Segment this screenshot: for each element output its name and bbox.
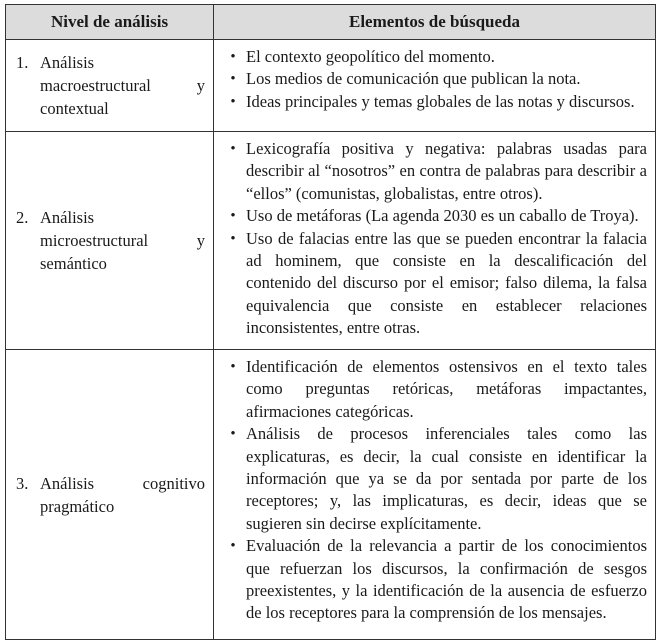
- list-item: [220, 138, 647, 205]
- bullet-icon: •: [230, 208, 236, 225]
- list-item: [220, 228, 647, 340]
- list-item-text: Evaluación de la relevancia a partir de los conocimientos que refuerzan los discursos, la confirmación de sesgos preexistentes, y la identificación de la ausencia de esfuerzo de los receptores para la comprensión de los mensajes.: [246, 536, 647, 623]
- list-item: [220, 423, 647, 535]
- elements-cell: [214, 350, 656, 640]
- bullet-icon: •: [230, 93, 236, 110]
- header-level: Nivel de análisis: [6, 5, 214, 40]
- list-item-text: Identificación de elementos ostensivos en el texto tales como preguntas retóricas, metáforas impactantes, afirmaciones categóricas.: [246, 357, 647, 421]
- list-item-text: Uso de metáforas (La agenda 2030 es un caballo de Troya).: [246, 206, 639, 226]
- bullet-list: [220, 46, 647, 113]
- bullet-list: [220, 356, 647, 625]
- level-cell: [6, 350, 214, 640]
- header-elements: Elementos de búsqueda: [214, 5, 656, 40]
- level-name: Análisis macroestructural y contextual: [40, 53, 205, 118]
- level-number: 1.: [16, 53, 29, 72]
- bullet-icon: •: [230, 538, 236, 555]
- list-item-text: Los medios de comunicación que publican la nota.: [246, 69, 581, 89]
- level-cell: [6, 40, 214, 132]
- list-item: [220, 205, 647, 227]
- level-cell: [6, 132, 214, 350]
- list-item: [220, 91, 647, 113]
- analysis-table-container: [5, 4, 655, 640]
- level-name: Análisis microestructural y semántico: [40, 208, 205, 273]
- level-name: Análisis cognitivo pragmático: [40, 473, 205, 516]
- list-item: [220, 46, 647, 68]
- bullet-list: [220, 138, 647, 340]
- list-item-text: Ideas principales y temas globales de las notas y discursos.: [246, 91, 635, 111]
- list-item: [220, 356, 647, 423]
- table-row: [6, 40, 656, 132]
- elements-cell: [214, 40, 656, 132]
- list-item-text: Uso de falacias entre las que se pueden encontrar la falacia ad hominem, que consiste en la descalificación del contenido del discurso por el emisor; falso dilema, la falsa equivalencia que consiste en establecer relaciones inconsistentes, entre otras.: [246, 228, 647, 338]
- level-number: 2.: [16, 208, 29, 227]
- list-item-text: El contexto geopolítico del momento.: [246, 47, 495, 66]
- bullet-icon: •: [230, 359, 236, 375]
- bullet-icon: •: [230, 426, 236, 443]
- bullet-icon: •: [230, 230, 236, 247]
- list-item: [220, 535, 647, 625]
- elements-cell: [214, 132, 656, 350]
- list-item: [220, 68, 647, 90]
- table-row: [6, 350, 656, 640]
- table-header-row: [6, 5, 656, 40]
- bullet-icon: •: [230, 71, 236, 88]
- level-number: 3.: [16, 473, 29, 493]
- bullet-icon: •: [230, 49, 236, 65]
- analysis-table: [5, 4, 656, 640]
- bullet-icon: •: [230, 141, 236, 157]
- list-item-text: Análisis de procesos inferenciales tales como las explicaturas, es decir, la cual consiste en identificar la información que ya se da por sentada por parte de los receptores; y, las implicaturas, es decir, ideas que se sugieren sin decirse explícitamente.: [246, 424, 647, 533]
- list-item-text: Lexicografía positiva y negativa: palabras usadas para describir al “nosotros” en contra de palabras para describir a “ellos” (comunistas, globalistas, entre otros).: [246, 139, 647, 203]
- table-row: [6, 132, 656, 350]
